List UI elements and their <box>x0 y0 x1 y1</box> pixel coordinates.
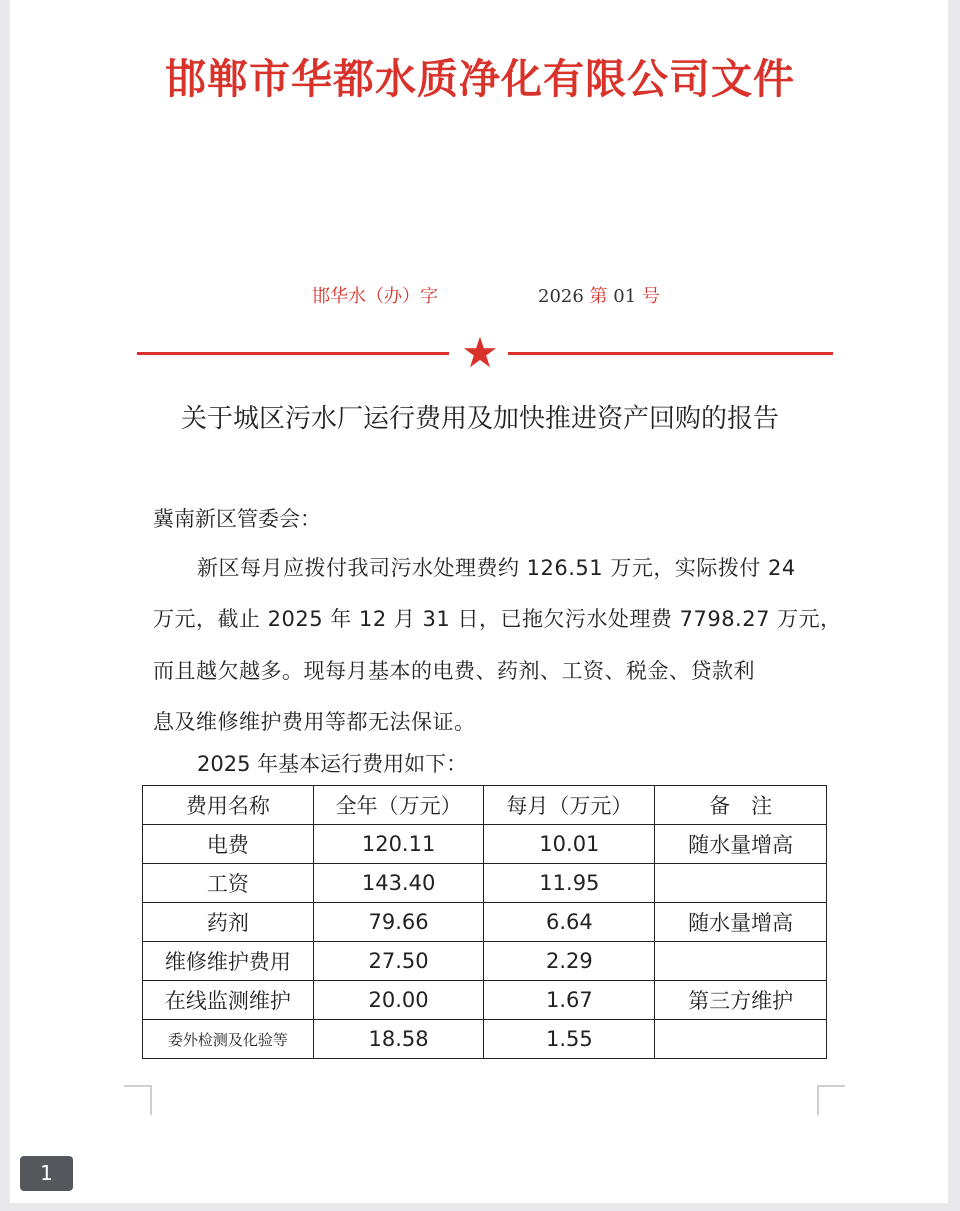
annual-cell: 143.40 <box>313 864 484 903</box>
paragraph-line: 而且越欠越多。现每月基本的电费、药剂、工资、税金、贷款利 <box>153 659 755 683</box>
paragraph-line: 息及维修维护费用等都无法保证。 <box>153 710 476 734</box>
doc-year: 2026 <box>538 286 584 307</box>
fee-name-cell: 维修维护费用 <box>143 942 314 981</box>
note-cell: 随水量增高 <box>655 825 827 864</box>
table-row <box>143 903 827 942</box>
crop-mark-right <box>817 1085 845 1115</box>
fee-name-cell: 药剂 <box>143 903 314 942</box>
salutation: 冀南新区管委会： <box>153 507 321 531</box>
table-row <box>143 864 827 903</box>
table-header-row <box>143 786 827 825</box>
monthly-cell: 11.95 <box>484 864 655 903</box>
monthly-cell: 10.01 <box>484 825 655 864</box>
paragraph-line: 万元，截止 2025 年 12 月 31 日，已拖欠污水处理费 7798.27 万元， <box>153 607 842 631</box>
doc-number-prefix: 邯华水（办）字 <box>312 286 438 307</box>
note-cell: 第三方维护 <box>655 981 827 1020</box>
table-row <box>143 942 827 981</box>
monthly-cell: 1.55 <box>484 1020 655 1059</box>
note-cell <box>655 1020 827 1059</box>
annual-cell: 120.11 <box>313 825 484 864</box>
org-title: 邯郸市华都水质净化有限公司文件 <box>165 55 795 103</box>
table-row <box>143 1020 827 1059</box>
red-star-icon: ★ <box>461 328 499 377</box>
fee-name-cell: 委外检测及化验等 <box>143 1020 314 1059</box>
annual-cell: 27.50 <box>313 942 484 981</box>
report-subject: 关于城区污水厂运行费用及加快推进资产回购的报告 <box>180 404 779 434</box>
fee-name-cell: 在线监测维护 <box>143 981 314 1020</box>
table-row <box>143 825 827 864</box>
fee-table <box>142 785 827 1059</box>
doc-di: 第 <box>589 286 608 307</box>
fee-name-cell: 电费 <box>143 825 314 864</box>
annual-cell: 18.58 <box>313 1020 484 1059</box>
doc-hao: 号 <box>641 286 660 307</box>
header-cell: 费用名称 <box>143 786 314 825</box>
note-cell <box>655 942 827 981</box>
monthly-cell: 1.67 <box>484 981 655 1020</box>
monthly-cell: 2.29 <box>484 942 655 981</box>
red-rule-right <box>508 352 833 355</box>
red-rule-left <box>137 352 449 355</box>
page-indicator-badge[interactable]: 1 <box>20 1156 73 1191</box>
doc-number <box>538 282 660 308</box>
header-cell: 全年（万元） <box>313 786 484 825</box>
paragraph-line: 新区每月应拨付我司污水处理费约 126.51 万元，实际拨付 24 <box>197 556 796 580</box>
header-cell: 备 注 <box>655 786 827 825</box>
doc-num: 01 <box>613 286 637 307</box>
note-cell <box>655 864 827 903</box>
crop-mark-left <box>124 1085 152 1115</box>
table-row <box>143 981 827 1020</box>
table-intro: 2025 年基本运行费用如下： <box>197 752 468 776</box>
fee-name-cell: 工资 <box>143 864 314 903</box>
monthly-cell: 6.64 <box>484 903 655 942</box>
note-cell: 随水量增高 <box>655 903 827 942</box>
annual-cell: 79.66 <box>313 903 484 942</box>
header-cell: 每月（万元） <box>484 786 655 825</box>
annual-cell: 20.00 <box>313 981 484 1020</box>
